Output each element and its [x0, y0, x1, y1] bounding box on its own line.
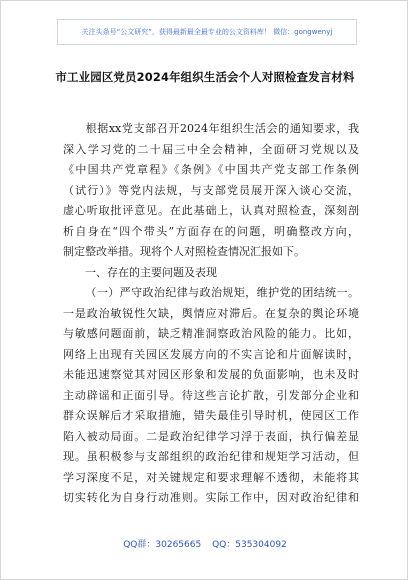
header-banner-text: 关注头条号“公文研究”，获得最新最全最专业的公文资料库！ 微信：gongwenyj — [81, 28, 333, 36]
paragraph-line: 未能迅速察觉其对园区形象和发展的负面影响，也未及时 — [63, 368, 359, 381]
paragraph-line: （一）严守政治纪律与政治规矩，维护党的团结统一。 — [85, 286, 359, 299]
paragraph-line: 学习深度不足，对关键规定和要求理解不透彻，未能将其 — [63, 470, 359, 484]
footer-qq: QQ：535304092 — [212, 540, 287, 550]
paragraph-line: （试行）》等党内法规，与支部党员展开深入谈心交流， — [63, 183, 359, 197]
section-heading: 一、存在的主要问题及表现 — [85, 265, 217, 279]
document-title: 市工业园区党员2024年组织生活会个人对照检查发言材料 — [55, 70, 355, 84]
paragraph-line: 与敏感问题面前，缺乏精准洞察政治风险的能力。比如， — [63, 327, 359, 340]
header-banner — [57, 19, 357, 45]
paragraph-line: 制定整改举措。现将个人对照检查情况汇报如下。 — [63, 245, 305, 258]
paragraph-line: 现。虽积极参与支部组织的政治纪律和规矩学习活动，但 — [63, 450, 359, 463]
paragraph-line: 网络上出现有关园区发展方向的不实言论和片面解读时， — [63, 347, 359, 361]
paragraph-line: 根据xx党支部召开2024年组织生活会的通知要求，我 — [85, 122, 359, 135]
paragraph-line: 群众误解后才采取措施，错失最佳引导时机，使园区工作 — [63, 409, 359, 422]
paragraph-line: 陷入被动局面。二是政治纪律学习浮于表面，执行偏差显 — [63, 429, 359, 443]
footer-contact — [1, 537, 408, 550]
paragraph-line: 《中国共产党章程》《条例》《中国共产党支部工作条例 — [63, 163, 359, 176]
paragraph-line: 析自身在“四个带头”方面存在的问题，明确整改方向， — [63, 224, 359, 238]
footer-qq-group: QQ群：30265665 — [123, 540, 202, 550]
paragraph-line: 主动辟谣和正面引导。待这些言论扩散，引发部分企业和 — [63, 388, 359, 402]
paragraph-line: 虚心听取批评意见。在此基础上，认真对照检查，深刻剖 — [63, 204, 359, 217]
paragraph-line: 切实转化为自身行动准则。实际工作中，因对政治纪律和 — [63, 491, 359, 504]
paragraph-line: 深入学习党的二十届三中全会精神，全面研习党规以及 — [63, 142, 359, 156]
document-body — [63, 119, 359, 509]
paragraph-line: 一是政治敏锐性欠缺，舆情应对滞后。在复杂的舆论环境 — [63, 306, 359, 320]
